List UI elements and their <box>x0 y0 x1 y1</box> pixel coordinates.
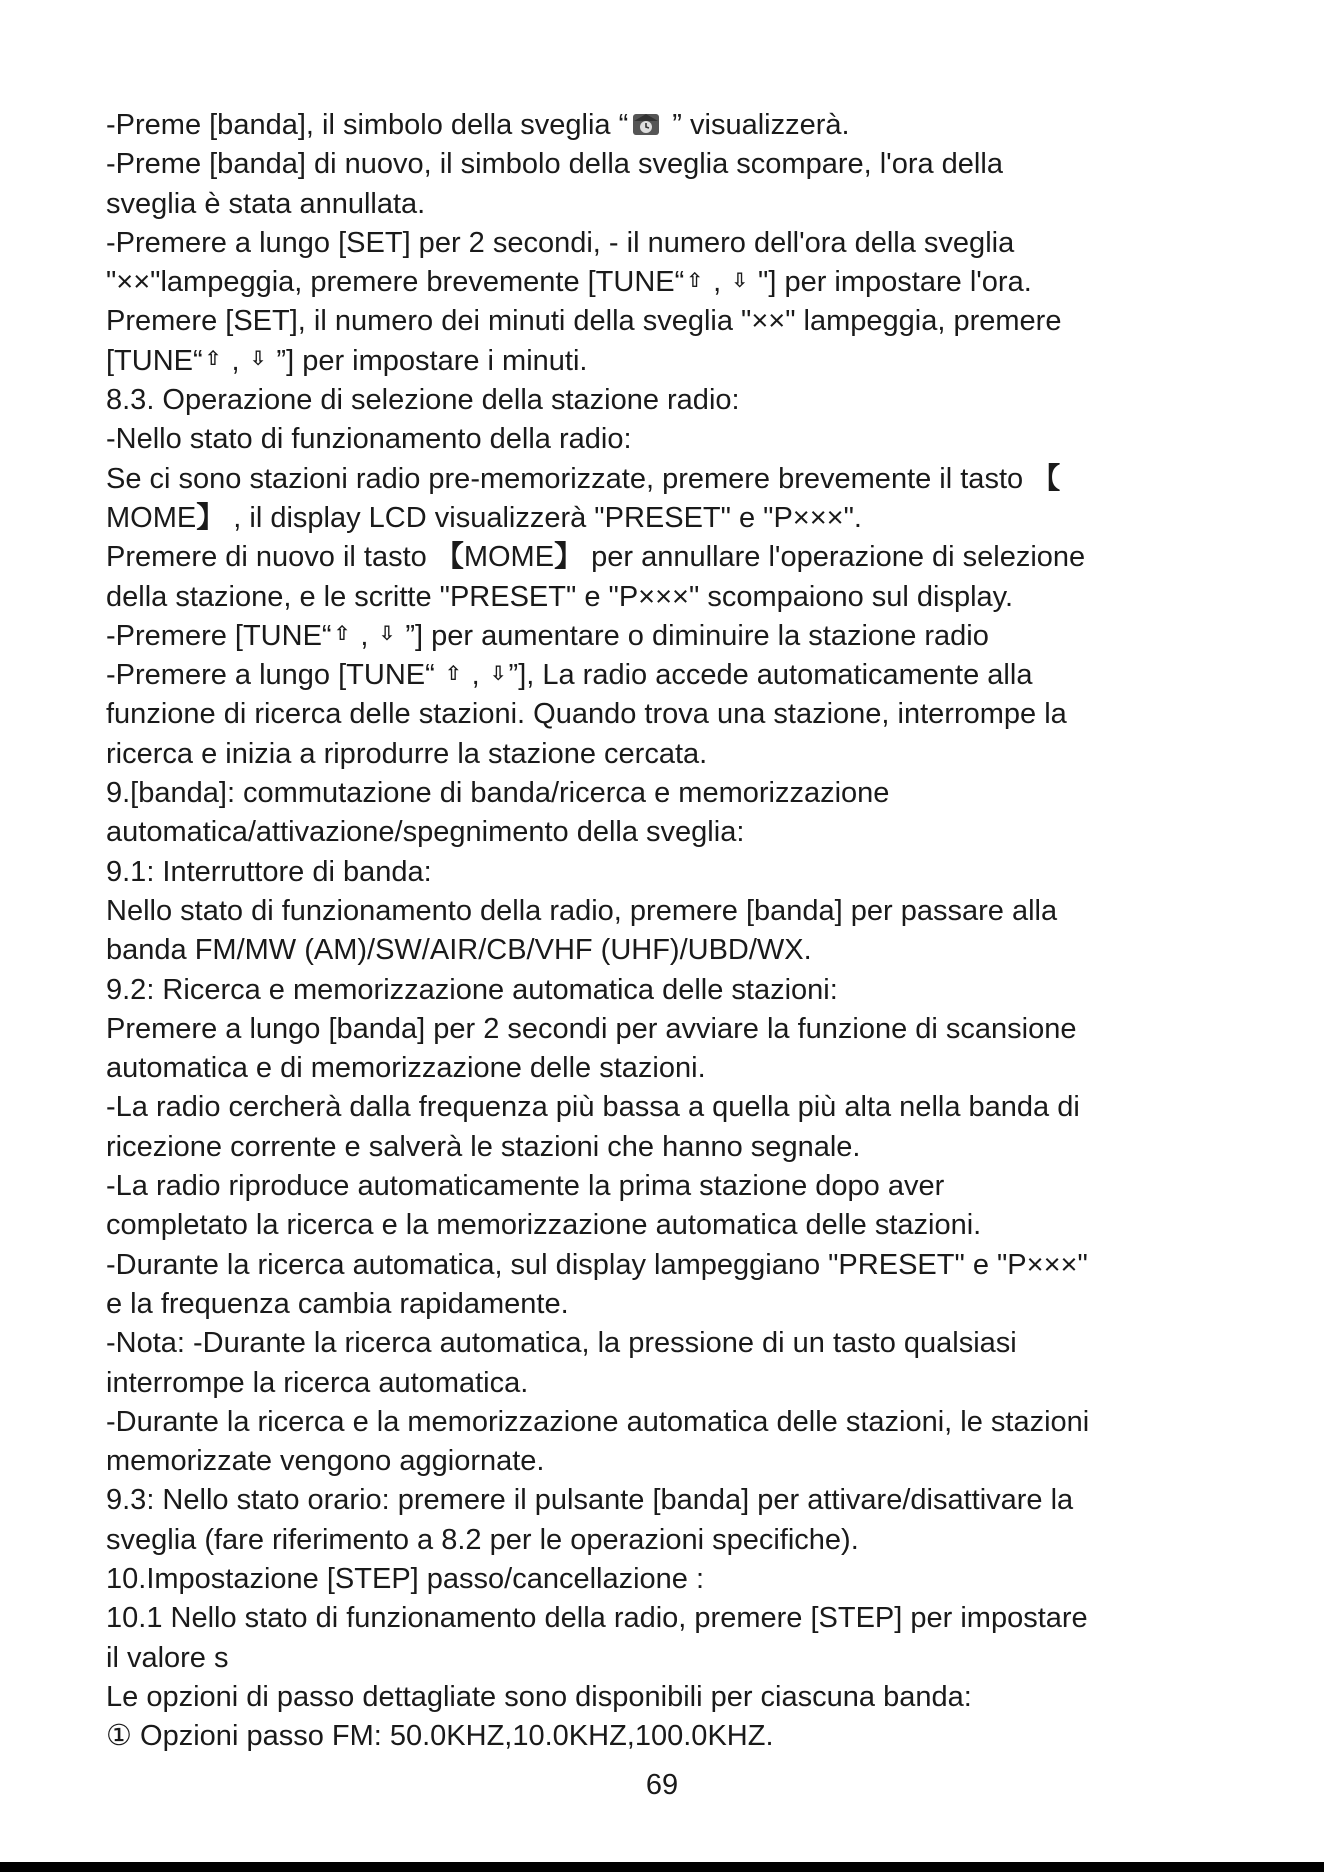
text-line: della stazione, e le scritte "PRESET" e "P×××" scompaiono sul display. <box>106 580 1014 613</box>
text-line: MOME】 , il display LCD visualizzerà "PRESET" e "P×××". <box>106 501 862 534</box>
up-arrow-icon: ⇧ <box>333 623 351 646</box>
down-arrow-icon: ⇩ <box>489 662 507 685</box>
subsection-heading: 9.2: Ricerca e memorizzazione automatica delle stazioni: <box>106 973 838 1006</box>
text-line: memorizzate vengono aggiornate. <box>106 1445 545 1478</box>
text-line: -La radio cercherà dalla frequenza più bassa a quella più alta nella banda di <box>106 1091 1080 1124</box>
text-line: -Nello stato di funzionamento della radio: <box>106 423 632 456</box>
body-text <box>106 106 1276 1756</box>
subsection-heading: 9.1: Interruttore di banda: <box>106 855 432 888</box>
text-line: automatica e di memorizzazione delle stazioni. <box>106 1052 706 1085</box>
text-line: Se ci sono stazioni radio pre-memorizzate, premere brevemente il tasto 【 <box>106 462 1061 495</box>
text-line: completato la ricerca e la memorizzazione automatica delle stazioni. <box>106 1209 982 1242</box>
section-heading: 9.[banda]: commutazione di banda/ricerca e memorizzazione <box>106 777 890 810</box>
text-line: [TUNE“ ⇧ , ⇩ ”] per impostare i minuti. <box>106 344 588 377</box>
text-line: funzione di ricerca delle stazioni. Quando trova una stazione, interrompe la <box>106 698 1067 731</box>
alarm-clock-icon <box>631 111 661 137</box>
text-line: sveglia (fare riferimento a 8.2 per le operazioni specifiche). <box>106 1523 859 1556</box>
down-arrow-icon: ⇩ <box>378 623 396 646</box>
text-line: ricerca e inizia a riprodurre la stazione cercata. <box>106 737 708 770</box>
text-line: Nello stato di funzionamento della radio, premere [banda] per passare alla <box>106 894 1058 927</box>
text-line: 8.3. Operazione di selezione della stazione radio: <box>106 384 740 417</box>
subsection-heading: 9.3: Nello stato orario: premere il pulsante [banda] per attivare/disattivare la <box>106 1484 1074 1517</box>
bottom-border <box>0 1862 1324 1872</box>
up-arrow-icon: ⇧ <box>444 662 462 685</box>
text-line: sveglia è stata annullata. <box>106 187 426 220</box>
text-line: -Preme [banda], il simbolo della sveglia “ ” visualizzerà. <box>106 109 850 141</box>
text-line: 10.1 Nello stato di funzionamento della radio, premere [STEP] per impostare <box>106 1602 1088 1635</box>
down-arrow-icon: ⇩ <box>249 348 267 371</box>
text-line: -Durante la ricerca e la memorizzazione automatica delle stazioni, le stazioni <box>106 1405 1090 1438</box>
text-line: e la frequenza cambia rapidamente. <box>106 1287 569 1320</box>
text-line: banda FM/MW (AM)/SW/AIR/CB/VHF (UHF)/UBD/WX. <box>106 934 812 967</box>
up-arrow-icon: ⇧ <box>204 348 222 371</box>
text-line: automatica/attivazione/spegnimento della sveglia: <box>106 816 745 849</box>
text-line: -Nota: -Durante la ricerca automatica, la pressione di un tasto qualsiasi <box>106 1327 1017 1360</box>
text-line: -Premere a lungo [TUNE“ ⇧ , ⇩”], La radio accede automaticamente alla <box>106 659 1033 692</box>
text-line: Premere a lungo [banda] per 2 secondi per avviare la funzione di scansione <box>106 1012 1077 1045</box>
text-line: interrompe la ricerca automatica. <box>106 1366 529 1399</box>
text-line: -Premere [TUNE“ ⇧ , ⇩ ”] per aumentare o diminuire la stazione radio <box>106 619 989 652</box>
page-number: 69 <box>645 1769 679 1801</box>
text-line: -Premere a lungo [SET] per 2 secondi, - il numero dell'ora della sveglia <box>106 226 1015 259</box>
text-line: -Durante la ricerca automatica, sul display lampeggiano "PRESET" e "P×××" <box>106 1248 1088 1281</box>
section-heading: 10.Impostazione [STEP] passo/cancellazione : <box>106 1562 705 1595</box>
text-line: Premere [SET], il numero dei minuti della sveglia "××" lampeggia, premere <box>106 305 1062 338</box>
text-line: ricezione corrente e salverà le stazioni che hanno segnale. <box>106 1130 861 1163</box>
text-line: -La radio riproduce automaticamente la prima stazione dopo aver <box>106 1170 945 1203</box>
text-line: "××"lampeggia, premere brevemente [TUNE“ ⇧ , ⇩ "] per impostare l'ora. <box>106 266 1032 299</box>
text-line: Premere di nuovo il tasto 【MOME】 per annullare l'operazione di selezione <box>106 541 1086 574</box>
text-line: -Preme [banda] di nuovo, il simbolo della sveglia scompare, l'ora della <box>106 148 1003 181</box>
text-line: ① Opzioni passo FM: 50.0KHZ,10.0KHZ,100.0KHZ. <box>106 1720 774 1753</box>
text-line: il valore s <box>106 1641 229 1674</box>
up-arrow-icon: ⇧ <box>686 269 704 292</box>
down-arrow-icon: ⇩ <box>731 269 748 292</box>
text-line: Le opzioni di passo dettagliate sono disponibili per ciascuna banda: <box>106 1680 972 1713</box>
